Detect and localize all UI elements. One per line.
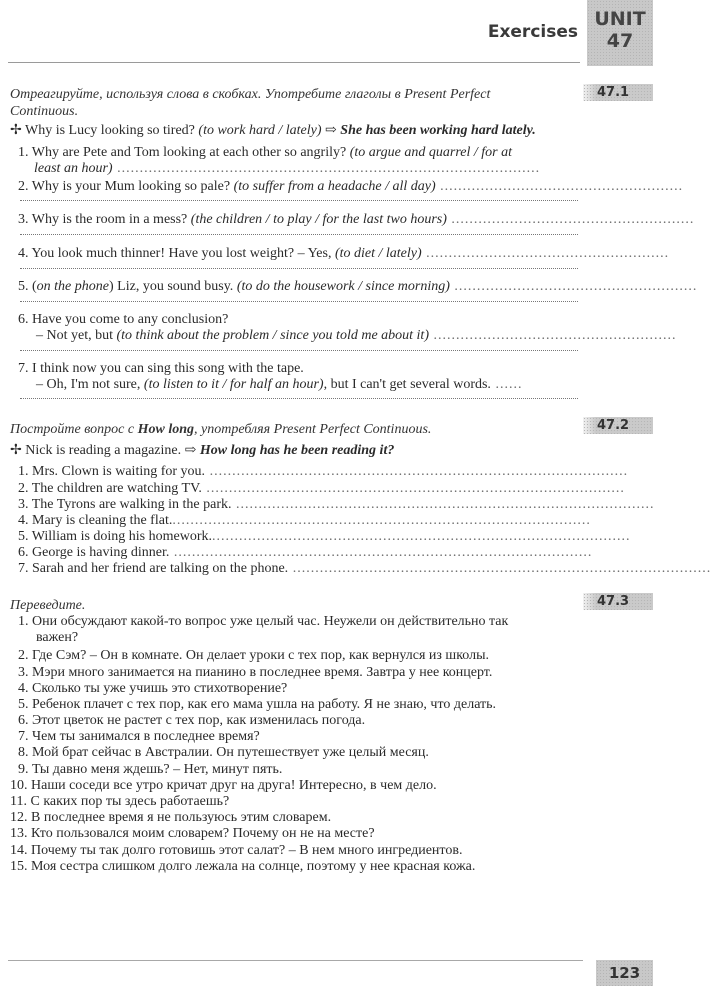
answer-blank[interactable]: ............................................................................................. xyxy=(172,513,591,528)
item-number: 2. xyxy=(18,179,29,194)
instruction-text: Постройте вопрос с xyxy=(10,422,138,437)
example-hint: (to work hard / lately) xyxy=(198,123,322,138)
answer-blank[interactable]: ............................................................................................. xyxy=(201,481,625,496)
answer-blank[interactable]: ...................................................... xyxy=(435,179,684,194)
item-hint: (to listen to it / for half an hour) xyxy=(143,377,324,392)
item-number: 3. xyxy=(18,665,29,680)
item-number: 8. xyxy=(18,745,29,760)
item-number: 3. xyxy=(18,497,29,512)
exercise-item[interactable] xyxy=(18,246,670,262)
example-answer: How long has he been reading it? xyxy=(199,443,395,458)
item-number: 11. xyxy=(10,794,27,809)
unit-badge xyxy=(587,0,653,66)
instruction-line: Отреагируйте, используя слова в скобках. Употребите глаголы в Present Perfect xyxy=(10,87,491,102)
paren: ( xyxy=(32,279,37,294)
example-prompt: Why is Lucy looking so tired? xyxy=(24,123,199,138)
item-number: 6. xyxy=(18,312,29,327)
item-text: , but I can't get several words. xyxy=(323,377,491,392)
section-tag: 47.3 xyxy=(583,593,653,610)
answer-blank[interactable] xyxy=(20,196,578,201)
item-number: 9. xyxy=(18,762,29,777)
unit-number: 47 xyxy=(606,30,634,52)
translation-item xyxy=(10,794,570,810)
item-hint: (to do the housework / since morning) xyxy=(236,279,450,294)
item-number: 3. xyxy=(18,212,29,227)
item-text: Наши соседи все утро кричат друг на друга! Интересно, в чем дело. xyxy=(31,778,437,793)
item-number: 2. xyxy=(18,481,29,496)
instruction-line: Continuous. xyxy=(10,104,79,119)
answer-blank[interactable]: ...................................................... xyxy=(449,279,698,294)
translation-item xyxy=(18,614,578,630)
item-number: 4. xyxy=(18,246,29,261)
translation-item xyxy=(10,826,570,842)
item-text: I think now you can sing this song with the tape. xyxy=(32,361,304,376)
exercise-item[interactable] xyxy=(18,513,591,529)
answer-blank[interactable]: ............................................................................................. xyxy=(169,545,593,560)
item-hint: on the phone xyxy=(36,279,109,294)
footer-rule xyxy=(8,960,583,961)
answer-blank[interactable] xyxy=(20,230,578,235)
item-text: Они обсуждают какой-то вопрос уже целый час. Неужели он действительно так xyxy=(32,614,509,629)
item-text: William is doing his homework. xyxy=(31,529,213,544)
header-rule xyxy=(8,62,580,63)
item-number: 2. xyxy=(18,648,29,663)
item-text: Why is the room in a mess? xyxy=(31,212,191,227)
instruction: Переведите. xyxy=(10,598,86,613)
item-text: Моя сестра слишком долго лежала на солнце, поэтому у нее красная кожа. xyxy=(31,859,476,874)
answer-blank[interactable]: .............................................................................................. xyxy=(112,161,541,176)
instruction-text: , употребляя Present Perfect Continuous. xyxy=(194,422,432,437)
page-number: 123 xyxy=(596,960,653,986)
item-hint: (to suffer from a headache / all day) xyxy=(233,179,436,194)
example-marker-icon: ✢ xyxy=(10,123,22,138)
section-tag: 47.2 xyxy=(583,417,653,434)
example-marker-icon: ✢ xyxy=(10,443,22,458)
exercise-item[interactable] xyxy=(18,545,593,561)
header-title: Exercises xyxy=(487,22,578,42)
answer-blank[interactable]: ...................................................... xyxy=(421,246,670,261)
item-number: 5. xyxy=(18,279,29,294)
exercise-item-reply[interactable] xyxy=(36,328,677,344)
translation-item xyxy=(18,762,578,778)
item-number: 7. xyxy=(18,561,29,576)
item-text: Где Сэм? – Он в комнате. Он делает уроки с тех пор, как вернулся из школы. xyxy=(32,648,490,663)
translation-item xyxy=(18,665,578,681)
item-text: Have you come to any conclusion? xyxy=(32,312,229,327)
item-text: Почему ты так долго готовишь этот салат? – В нем много ингредиентов. xyxy=(31,843,463,858)
item-text: Этот цветок не растет с тех пор, как изменилась погода. xyxy=(32,713,366,728)
answer-blank[interactable]: ............................................................................................. xyxy=(212,529,631,544)
item-number: 15. xyxy=(10,859,28,874)
item-text: Mary is cleaning the flat. xyxy=(32,513,173,528)
arrow-icon: ⇨ xyxy=(184,443,197,458)
item-number: 7. xyxy=(18,729,29,744)
translation-item xyxy=(10,859,570,875)
item-number: 1. xyxy=(18,464,29,479)
unit-label: UNIT xyxy=(594,8,646,30)
instruction xyxy=(10,86,570,120)
exercise-item xyxy=(18,145,578,161)
item-hint: least an hour) xyxy=(34,161,113,176)
answer-blank[interactable] xyxy=(20,394,578,399)
item-number: 7. xyxy=(18,361,29,376)
answer-blank[interactable] xyxy=(20,264,578,269)
item-text: В последнее время я не пользуюсь этим словарем. xyxy=(31,810,332,825)
item-text: Why is your Mum looking so pale? xyxy=(31,179,234,194)
item-hint: (to think about the problem / since you told me about it) xyxy=(116,328,429,343)
exercise-item[interactable] xyxy=(18,481,625,497)
item-text: С каких пор ты здесь работаешь? xyxy=(30,794,230,809)
item-text: – Oh, I'm not sure, xyxy=(36,377,144,392)
answer-line[interactable] xyxy=(34,161,578,177)
exercise-item[interactable] xyxy=(18,464,629,480)
item-text: Why are Pete and Tom looking at each other so angrily? xyxy=(31,145,350,160)
exercise-item[interactable] xyxy=(18,179,684,195)
translation-item xyxy=(18,713,578,729)
section-tag: 47.1 xyxy=(583,84,653,101)
example-prompt: Nick is reading a magazine. xyxy=(25,443,185,458)
item-number: 10. xyxy=(10,778,28,793)
item-number: 5. xyxy=(18,529,29,544)
answer-blank[interactable]: ............................................................................................. xyxy=(205,464,629,479)
item-text: – Not yet, but xyxy=(36,328,117,343)
item-number: 5. xyxy=(18,697,29,712)
exercise-item[interactable] xyxy=(18,497,655,513)
item-hint: (the children / to play / for the last two hours) xyxy=(190,212,447,227)
answer-blank[interactable]: ...... xyxy=(490,377,523,392)
item-text: Mrs. Clown is waiting for you. xyxy=(32,464,206,479)
item-number: 4. xyxy=(18,681,29,696)
item-text: Ты давно меня ждешь? – Нет, минут пять. xyxy=(32,762,283,777)
item-text: Чем ты занимался в последнее время? xyxy=(32,729,260,744)
exercise-item xyxy=(18,361,578,377)
item-number: 13. xyxy=(10,826,28,841)
item-number: 4. xyxy=(18,513,29,528)
item-number: 14. xyxy=(10,843,28,858)
item-number: 1. xyxy=(18,145,29,160)
item-text: Сколько ты уже учишь это стихотворение? xyxy=(32,681,288,696)
item-text: Sarah and her friend are talking on the phone. xyxy=(32,561,289,576)
item-hint: (to argue and quarrel / for at xyxy=(349,145,512,160)
item-hint: (to diet / lately) xyxy=(334,246,422,261)
answer-blank[interactable]: ...................................................... xyxy=(428,328,677,343)
item-text: You look much thinner! Have you lost weight? – Yes, xyxy=(31,246,335,261)
answer-blank[interactable]: ...................................................... xyxy=(446,212,695,227)
answer-blank[interactable]: ............................................................................................. xyxy=(288,561,711,576)
item-text: The children are watching TV. xyxy=(31,481,202,496)
translation-item-cont: важен? xyxy=(36,630,79,645)
item-text: Кто пользовался моим словарем? Почему он не на месте? xyxy=(31,826,375,841)
translation-item xyxy=(18,729,578,745)
exercise-item[interactable] xyxy=(18,212,695,228)
item-text: George is having dinner. xyxy=(32,545,170,560)
exercise-item xyxy=(18,312,578,328)
example-line xyxy=(10,123,570,139)
item-number: 1. xyxy=(18,614,29,629)
instruction-keyword: How long xyxy=(137,422,194,437)
translation-item xyxy=(18,697,578,713)
answer-blank[interactable] xyxy=(20,346,578,351)
translation-item xyxy=(10,778,570,794)
exercise-item[interactable] xyxy=(18,529,631,545)
item-text: Мой брат сейчас в Австралии. Он путешествует уже целый месяц. xyxy=(32,745,429,760)
example-line xyxy=(10,443,570,459)
translation-item xyxy=(18,681,578,697)
exercise-item[interactable] xyxy=(18,561,711,577)
item-number: 6. xyxy=(18,545,29,560)
item-number: 6. xyxy=(18,713,29,728)
item-text: ) Liz, you sound busy. xyxy=(109,279,237,294)
example-answer: She has been working hard lately. xyxy=(340,123,536,138)
item-text: Ребенок плачет с тех пор, как его мама ушла на работу. Я не знаю, что делать. xyxy=(32,697,497,712)
answer-blank[interactable]: ............................................................................................. xyxy=(231,497,655,512)
item-number: 12. xyxy=(10,810,28,825)
translation-item xyxy=(18,745,578,761)
exercise-item[interactable] xyxy=(18,279,698,295)
translation-item xyxy=(10,843,570,859)
item-text: The Tyrons are walking in the park. xyxy=(31,497,232,512)
translation-item xyxy=(10,810,570,826)
translation-item xyxy=(18,648,578,664)
item-text: Мэри много занимается на пианино в последнее время. Завтра у нее концерт. xyxy=(32,665,493,680)
exercise-item-reply[interactable] xyxy=(36,377,578,393)
arrow-icon: ⇨ xyxy=(325,123,337,138)
answer-blank[interactable] xyxy=(20,297,578,302)
instruction xyxy=(10,421,570,438)
